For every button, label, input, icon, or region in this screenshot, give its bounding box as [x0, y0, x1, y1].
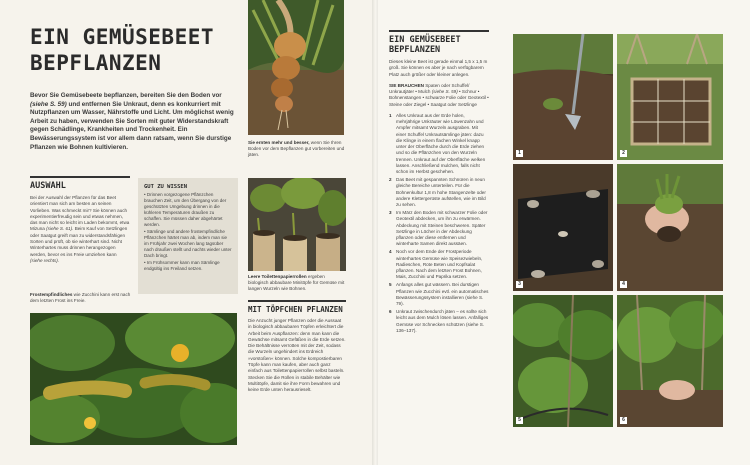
step-item: 4 Noch vor dem Ende der Frostperiode winterhartes Gemüse wie Speisezwiebeln, Radieschen, Rote Beten und Kopfsalat pflanzen. Nach dem letzten Frost Bohnen, Mais, Zucchini und Paprika setzen.	[389, 249, 483, 280]
instructions-heading: EIN GEMÜSEBEET BEPFLANZEN	[389, 35, 461, 55]
tip-box	[138, 178, 238, 294]
step-photo-5	[513, 295, 613, 427]
section-rule	[30, 176, 130, 178]
right-page	[375, 0, 750, 465]
photo-number: 2	[620, 150, 627, 157]
section-rule	[248, 300, 346, 302]
steps-list	[389, 113, 489, 334]
step-item: 5 Anfangs alles gut wässern. Bei durstigen Pflanzen wie Zucchini evtl. ein automatisches Bewässerungssystem installieren (siehe S. 79).	[389, 282, 489, 306]
photo-number: 1	[516, 150, 523, 157]
materials-list: SIE BRAUCHEN Spaten oder Schuffel/ Unkrautjäter • Mulch (siehe S. 59) • Schnur • Bohnenstangen • schwarze Folie oder Geotextil • Steine oder Ziegel • Saatgut oder Setzlinge	[389, 82, 489, 107]
auswahl-text: Bei der Auswahl der Pflanzen für das Beet orientiert man sich am besten an seinen Vorlieben. Was schmeckt mir? Sie können auch experimentierfreudig sein und etwas nehmen, das man nicht so leicht im Laden bekommt, etwa Mizuna (siehe S. 61). Beim Kauf von Setzlingen oder Saatgut greift man zu widerstandsfähigen Sorten und prüft, ob sie winterhart sind. Nicht Winterhartes muss drinnen herangezogen werden, bevor es ins Freie umziehen kann (siehe rechts).	[30, 195, 130, 263]
tip-box-heading: GUT ZU WISSEN	[144, 184, 188, 190]
toilet-roll-pots-photo	[248, 178, 346, 271]
step-photo-1	[513, 34, 613, 160]
step-item: 3 Im März den Boden mit schwarzer Folie oder Geotextil abdecken, um ihn zu erwärmen. Abdeckung mit Steinen beschweren. Später Setzlinge in Löcher in der Abdeckung pflanzen oder diese entfernen und winterharte Samen direkt aussäen.	[389, 210, 488, 247]
intro-text: Bevor Sie Gemüsebeete bepflanzen, bereiten Sie den Boden vor (siehe S. 59) und entfernen Sie Unkraut, denn es konkurriert mit Nutzpflanzen um Wasser, Nährstoffe und Licht. Um möglichst wenig Arbeit zu haben, verwenden Sie Sorten mit guter Widerstandskraft gegen Schädlinge, Krankheiten und Trockenheit. Ein Bewässerungssystem ist vor allem dann ratsam, wenn Sie durstige Pflanzen wie Bohnen kultivieren.	[30, 92, 234, 151]
photo-number: 5	[516, 417, 523, 424]
section-rule	[389, 30, 489, 32]
zucchini-photo	[30, 313, 237, 445]
step-photo-4	[617, 164, 723, 291]
tip-list	[138, 192, 238, 272]
instructions-column	[389, 30, 489, 336]
page-gutter	[372, 0, 378, 465]
step-photo-2	[617, 34, 723, 160]
step-item: 2 Das Beet mit gespannten Schnüren in neun gleiche Bereiche unterteilen. Für die Bohnenkultur 1,8 m hohe Stangenzelte oder andere Klettergerüste aufstellen, wie im Bild zu sehen.	[389, 177, 486, 207]
bed-description: Dieses kleine Beet ist gerade einmal 1,5 x 1,5 m groß. Sie können es aber je nach verfügbarem Platz auch größer oder kleiner anlegen.	[389, 59, 488, 77]
auswahl-heading: AUSWAHL	[30, 181, 66, 191]
toilet-roll-caption: Leere Toilettenpapierrollen ergeben biologisch abbaubare Minitöpfe für Gemüse mit langen Wurzeln wie Bohnen.	[248, 274, 345, 292]
page-title: EIN GEMÜSEBEET BEPFLANZEN	[30, 25, 215, 75]
photo-number: 6	[620, 417, 627, 424]
zucchini-caption: Frostempfindliches wie Zucchini kann erst nach dem letzten Frost ins Freie.	[30, 292, 131, 304]
step-photo-3	[513, 164, 613, 291]
tip-item: • Im Frühsommer kann man Sämlinge endgültig ins Freiland setzen.	[144, 260, 220, 271]
tip-item: • Sämlinge und andere frostempfindliche Pflänzchen härtet man ab, indem man sie im Frühjahr zwei Wochen lang tagsüber nach draußen stellt und nachts wieder unter Dach bringt.	[144, 229, 232, 258]
step-item: 6 Unkraut zwischendurch jäten – es sollte sich leicht aus dem Mulch lösen lassen. Anfälliges Gemüse vor Schnecken schützen (siehe S. 136–137).	[389, 309, 489, 333]
step-item: 1 Alles Unkraut aus der Erde holen, mehrjährige Unkräuter wie Löwenzahn und Ampfer mitsamt Wurzeln ausgraben. Mit einer Schuffel Unkrautsämlinge jäten: dazu die Klinge in einem flachen Winkel knapp unter der Oberfläche durch die Erde ziehen und so die Pflänzchen von den Wurzeln trennen. Unkraut auf der Oberfläche welken lassen. Anschließend mulchen, falls nicht schon im Herbst geschehen.	[389, 113, 486, 174]
auswahl-section	[30, 176, 130, 264]
tip-item: • Drinnen vorgezogene Pflänzchen brauchen Zeit, um den Übergang von der geschützten Umgebung drinnen in die kühleren Temperaturen draußen zu schaffen. Sie müssen daher abgehärtet werden.	[144, 192, 227, 227]
photo-number: 4	[620, 281, 627, 288]
step-photo-6	[617, 295, 723, 427]
toepfe-section	[248, 300, 346, 394]
onion-harvest-photo	[248, 0, 344, 135]
toepfe-heading: MIT TÖPFCHEN PFLANZEN	[248, 305, 343, 314]
photo-number: 3	[516, 281, 523, 288]
onion-caption: Sie ernten mehr und besser, wenn Sie Ihren Boden vor dem Bepflanzen gut vorbereiten und jäten.	[248, 140, 345, 158]
toepfe-text: Die Anzucht junger Pflanzen oder die Aussaat in biologisch abbaubaren Töpfen erleichtert die Arbeit beim Auspflanzen: denn man kann die Gewächse mitsamt Gefäßen in die Erde setzen. Die Behältnisse verrotten mit der Zeit, sodass die Wurzeln ungehindert ins Erdreich »vorstoßen« können. Solche kompostierbaren Töpfe kann man kaufen, aber auch ganz einfach aus Toilettenpapierrollen selbst basteln. Stecken Sie die Rollen in stabile Behälter wie Multitöpfe, damit sie ihre Form bewahren und keine Erde unten herausrieselt.	[248, 318, 346, 393]
